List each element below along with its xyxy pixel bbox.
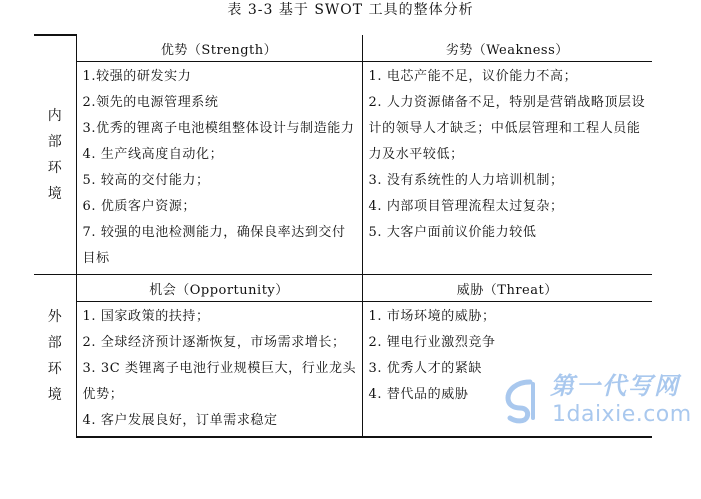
internal-content-row [34,62,652,275]
threats-heading: 威胁（Threat） [362,275,652,302]
opportunity-item: 2. 全球经济预计逐渐恢复，市场需求增长； [82,335,346,350]
opportunities-cell [76,302,362,438]
weaknesses-heading: 劣势（Weakness） [362,35,652,62]
threats-cell [362,302,652,438]
threat-item: 1. 市场环境的威胁； [368,309,496,324]
strength-item: 5. 较高的交付能力； [82,173,210,188]
threats-list [369,304,649,408]
strength-item: 1.较强的研发实力 [82,69,192,84]
weaknesses-list [369,64,649,246]
weakness-item: 4. 内部项目管理流程太过复杂； [368,199,564,214]
strength-item: 4. 生产线高度自动化； [82,147,224,162]
strengths-heading: 优势（Strength） [76,35,362,62]
opportunity-item: 1. 国家政策的扶持； [82,309,210,324]
watermark-url: 1daixie.com [552,402,692,427]
opportunities-heading: 机会（Opportunity） [76,275,362,302]
weakness-item: 1. 电芯产能不足，议价能力不高； [368,69,578,84]
threat-item: 4. 替代品的威胁 [368,387,469,402]
strengths-cell [76,62,362,275]
weakness-item: 5. 大客户面前议价能力较低 [368,225,537,240]
external-header-row [34,275,652,302]
weakness-item: 2. 人力资源储备不足，特别是营销战略顶层设计的领导人才缺乏；中低层管理和工程人员能力及水平较低； [368,95,646,162]
swot-table [34,34,652,438]
strengths-list [83,64,358,272]
external-content-row [34,302,652,438]
strength-item: 3.优秀的锂离子电池模组整体设计与制造能力 [82,121,355,136]
strength-item: 2.领先的电源管理系统 [82,95,219,110]
opportunities-list [83,304,358,434]
external-environment-label: 外部环境 [34,275,76,438]
weaknesses-cell [362,62,652,275]
internal-header-row [34,35,652,62]
strength-item: 7. 较强的电池检测能力，确保良率达到交付目标 [82,225,346,266]
threat-item: 3. 优秀人才的紧缺 [368,361,483,376]
threat-item: 2. 锂电行业激烈竞争 [368,335,496,350]
opportunity-item: 3. 3C 类锂离子电池行业规模巨大，行业龙头优势； [82,361,357,402]
weakness-item: 3. 没有系统性的人力培训机制； [368,173,564,188]
opportunity-item: 4. 客户发展良好，订单需求稳定 [82,413,278,428]
internal-environment-label: 内部环境 [34,35,76,275]
watermark-title: 第一代写网 [550,372,680,400]
strength-item: 6. 优质客户资源； [82,199,197,214]
table-caption: 表 3-3 基于 SWOT 工具的整体分析 [227,2,474,18]
